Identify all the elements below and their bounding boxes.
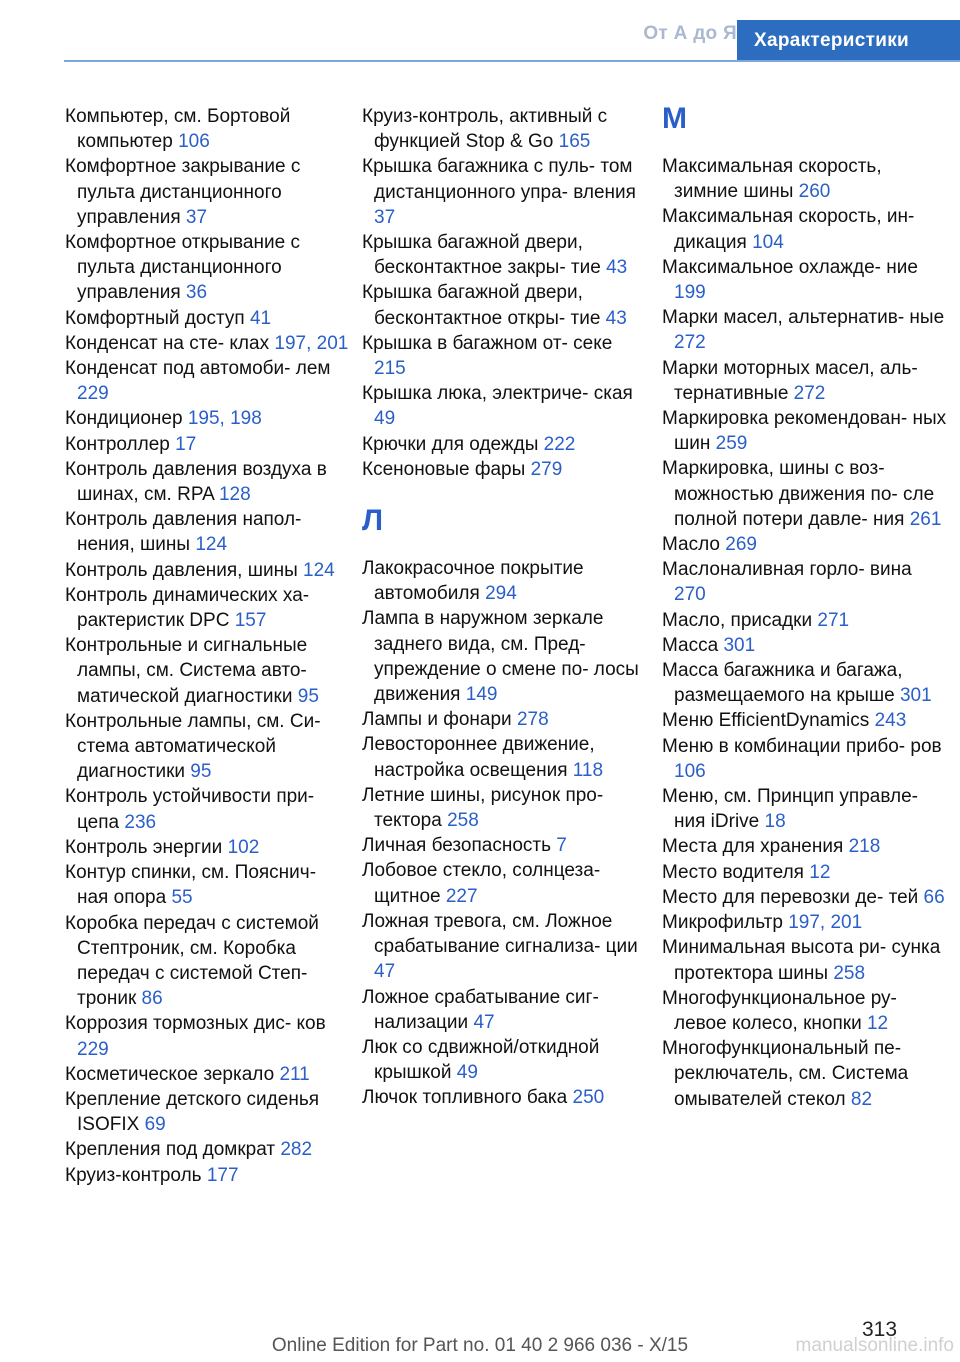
entry-term: Крепление детского сиденья ISOFIX [65, 1088, 320, 1136]
entry-term: Контроль динамических ха- рактеристик DPC [65, 584, 310, 632]
entry-page-link[interactable]: 37 [374, 206, 396, 228]
entry-page-link[interactable]: 165 [558, 131, 591, 153]
entry-page-link[interactable]: 102 [227, 836, 260, 858]
index-entry [662, 255, 947, 305]
index-entry [662, 557, 947, 607]
entry-term: Микрофильтр [662, 912, 783, 934]
index-entry [362, 556, 647, 606]
entry-page-link[interactable]: 272 [793, 382, 826, 404]
entry-term: Крючки для одежды [362, 433, 539, 455]
entry-term: Летние шины, рисунок про- тектора [362, 784, 604, 832]
entry-term: Контрольные лампы, см. Си- стема автоматической диагностики [65, 710, 321, 783]
index-entry [65, 1011, 350, 1061]
entry-page-link[interactable]: 199 [674, 282, 706, 304]
section-letter: М [662, 102, 687, 135]
entry-page-link[interactable]: 211 [279, 1063, 310, 1085]
entry-page-link[interactable]: 270 [674, 584, 706, 606]
index-entry [662, 734, 947, 784]
index-entry [362, 280, 647, 330]
entry-page-link[interactable]: 41 [249, 307, 272, 329]
entry-page-link[interactable]: 258 [447, 810, 479, 832]
entry-page-link[interactable]: 229 [77, 1038, 109, 1060]
index-entry [65, 1137, 350, 1162]
index-entry [65, 1087, 350, 1137]
entry-term: Контроль давления, шины [65, 559, 298, 581]
entry-term: Личная безопасность [362, 835, 552, 857]
index-column-2 [362, 104, 647, 1111]
entry-term: Меню в комбинации прибо- ров [662, 735, 942, 757]
entry-page-link[interactable]: 227 [445, 885, 478, 907]
entry-term: Компьютер, см. Бортовой компьютер [65, 106, 291, 153]
entry-page-link[interactable]: 301 [899, 685, 932, 707]
entry-term: Контур спинки, см. Пояснич- ная опора [65, 862, 317, 909]
entry-term: Марки моторных масел, аль- тернативные [662, 357, 918, 404]
index-entry [65, 154, 350, 230]
entry-term: Комфортное закрывание с пульта дистанционного управления [65, 156, 301, 228]
page-header [0, 0, 960, 62]
entry-term: Марки масел, альтернатив- ные [662, 307, 945, 329]
entry-term: Многофункциональное ру- левое колесо, кнопки [662, 987, 897, 1034]
entry-term: Конденсат на сте- клах [65, 332, 270, 354]
entry-page-link[interactable]: 37 [185, 206, 208, 228]
header-chapter-tab: Характеристики [737, 20, 960, 62]
entry-page-link[interactable]: 301 [723, 634, 756, 656]
entry-term: Меню EfficientDynamics [662, 710, 870, 732]
index-entry [65, 911, 350, 1012]
header-rule [64, 60, 960, 62]
entry-page-link[interactable]: 272 [674, 332, 706, 354]
entry-term: Многофункциональный пе- реключатель, см. Система омывателей стекол [662, 1038, 909, 1110]
entry-term: Комфортный доступ [65, 307, 245, 329]
entry-term: Контроль давления воздуха в шинах, см. RPA [65, 458, 327, 506]
index-entry [662, 305, 947, 355]
entry-page-link[interactable]: 106 [178, 131, 210, 153]
entry-term: Крышка люка, электриче- ская [362, 383, 633, 405]
index-entry [362, 1085, 647, 1110]
entry-page-link[interactable]: 261 [909, 508, 942, 530]
index-entry [362, 457, 647, 482]
entry-page-link[interactable]: 17 [175, 433, 197, 455]
entry-page-link[interactable]: 12 [809, 861, 831, 883]
entry-page-link[interactable]: 128 [218, 484, 251, 506]
index-entry [662, 885, 947, 910]
index-entry [362, 154, 647, 230]
entry-page-link[interactable]: 218 [848, 836, 881, 858]
entry-page-link[interactable]: 118 [572, 759, 604, 781]
entry-term: Ложная тревога, см. Ложное срабатывание сигнализа- ции [362, 910, 638, 958]
entry-page-link[interactable]: 49 [374, 408, 396, 430]
index-entry [65, 331, 350, 356]
index-entry [662, 456, 947, 532]
index-entry [662, 154, 947, 204]
index-entry [362, 1035, 647, 1085]
entry-term: Максимальное охлажде- ние [662, 256, 918, 278]
index-entry [362, 732, 647, 782]
entry-term: Место для перевозки де- тей [662, 886, 919, 908]
index-entry [65, 835, 350, 860]
entry-term: Минимальная высота ри- сунка протектора шины [662, 937, 941, 984]
entry-page-link[interactable]: 55 [171, 887, 193, 909]
index-entry [662, 860, 947, 885]
index-entry [362, 985, 647, 1035]
entry-page-link[interactable]: 69 [144, 1114, 166, 1136]
index-entry [662, 406, 947, 456]
index-entry [362, 381, 647, 431]
index-entry [662, 356, 947, 406]
entry-term: Максимальная скорость, зимние шины [662, 156, 882, 203]
index-entry [65, 406, 350, 431]
entry-term: Лобовое стекло, солнцеза- щитное [362, 860, 601, 907]
index-entry [362, 606, 647, 707]
entry-term: Крышка багажной двери, бесконтактное откры- тие [362, 282, 601, 329]
section-letter: Л [362, 504, 384, 538]
entry-term: Лючок топливного бака [362, 1087, 568, 1109]
entry-page-link[interactable]: 86 [141, 988, 163, 1010]
entry-page-link[interactable]: 250 [572, 1087, 605, 1109]
entry-term: Крепления под домкрат [65, 1139, 276, 1161]
index-entry [662, 784, 947, 834]
entry-page-link[interactable]: 149 [465, 684, 498, 706]
entry-term: Масло [662, 534, 720, 556]
index-entry [662, 935, 947, 985]
entry-page-link[interactable]: 36 [185, 282, 208, 304]
entry-page-link[interactable]: 95 [297, 685, 319, 707]
index-entry [662, 986, 947, 1036]
entry-page-link[interactable]: 195, 198 [187, 408, 262, 430]
entry-term: Конденсат под автомоби- лем [65, 358, 331, 380]
index-entry [65, 558, 350, 583]
entry-term: Круиз-контроль [65, 1164, 202, 1186]
entry-page-link[interactable]: 66 [923, 886, 945, 908]
entry-page-link[interactable]: 278 [516, 709, 549, 731]
entry-page-link[interactable]: 43 [605, 307, 627, 329]
entry-page-link[interactable]: 47 [473, 1011, 495, 1033]
header-section-label: От А до Я [643, 23, 737, 44]
entry-page-link[interactable]: 258 [833, 962, 866, 984]
entry-term: Круиз-контроль, активный с функцией Stop & Go [362, 106, 608, 153]
watermark-logo: manualsonline.info [795, 1335, 954, 1356]
entry-page-link[interactable]: 43 [606, 257, 628, 279]
entry-term: Контроль устойчивости при- цепа [65, 786, 315, 833]
entry-page-link[interactable]: 259 [715, 433, 748, 455]
index-entry [65, 784, 350, 834]
entry-page-link[interactable]: 260 [798, 181, 831, 203]
footer-edition: Online Edition for Part no. 01 40 2 966 036 - X/15 [271, 1335, 689, 1356]
index-entry [662, 1036, 947, 1112]
entry-page-link[interactable]: 243 [874, 710, 907, 732]
entry-page-link[interactable]: 104 [752, 231, 784, 253]
entry-page-link[interactable]: 106 [674, 760, 706, 782]
entry-term: Контроль давления напол- нения, шины [65, 509, 302, 556]
index-entry [65, 1062, 350, 1087]
entry-page-link[interactable]: 47 [374, 961, 396, 983]
index-entry [65, 306, 350, 331]
entry-term: Коробка передач с системой Стептроник, см. Коробка передач с системой Степ- троник [65, 912, 319, 1010]
entry-term: Места для хранения [662, 836, 844, 858]
entry-term: Лампа в наружном зеркале заднего вида, см. Пред- упреждение о смене по- лосы движения [362, 608, 639, 706]
index-entry [662, 708, 947, 733]
entry-page-link[interactable]: 18 [764, 811, 786, 833]
entry-page-link[interactable]: 279 [530, 458, 563, 480]
entry-page-link[interactable]: 95 [190, 761, 212, 783]
entry-page-link[interactable]: 82 [850, 1088, 873, 1110]
entry-term: Масса [662, 634, 719, 656]
index-entry [362, 783, 647, 833]
index-entry [65, 633, 350, 709]
entry-page-link[interactable]: 294 [485, 583, 517, 605]
index-entry [362, 331, 647, 381]
index-entry [662, 608, 947, 633]
entry-page-link[interactable]: 7 [556, 835, 567, 857]
entry-term: Лампы и фонари [362, 709, 512, 731]
entry-term: Лакокрасочное покрытие автомобиля [362, 558, 584, 605]
entry-page-link[interactable]: 177 [206, 1164, 239, 1186]
entry-page-link[interactable]: 215 [374, 358, 406, 380]
index-entry [65, 356, 350, 406]
entry-page-link[interactable]: 222 [543, 433, 576, 455]
entry-term: Масса багажника и багажа, размещаемого на крыше [662, 660, 903, 707]
entry-term: Коррозия тормозных дис- ков [65, 1013, 326, 1035]
index-entry [662, 658, 947, 708]
entry-term: Левостороннее движение, настройка освещения [362, 734, 595, 781]
entry-term: Крышка багажника с пуль- том дистанционного упра- вления [362, 156, 636, 203]
entry-page-link[interactable]: 197, 201 [788, 912, 863, 934]
entry-page-link[interactable]: 269 [725, 534, 757, 556]
index-entry [362, 230, 647, 280]
entry-term: Контроль энергии [65, 836, 223, 858]
entry-term: Место водителя [662, 861, 804, 883]
entry-term: Маслоналивная горло- вина [662, 559, 912, 581]
entry-term: Максимальная скорость, ин- дикация [662, 206, 915, 253]
entry-page-link[interactable]: 197, 201 [274, 332, 349, 354]
entry-term: Косметическое зеркало [65, 1063, 275, 1085]
index-entry [362, 833, 647, 858]
index-entry [65, 457, 350, 507]
index-entry [65, 860, 350, 910]
entry-page-link[interactable]: 236 [124, 811, 157, 833]
index-entry [362, 432, 647, 457]
index-entry [662, 834, 947, 859]
entry-term: Кондиционер [65, 408, 183, 430]
index-column-3 [662, 104, 947, 1112]
index-entry [662, 532, 947, 557]
entry-term: Контроллер [65, 433, 170, 455]
index-entry [65, 507, 350, 557]
entry-term: Крышка в багажном от- секе [362, 332, 613, 354]
index-entry [362, 707, 647, 732]
entry-term: Меню, см. Принцип управле- ния iDrive [662, 786, 918, 833]
page-number: 313 [862, 1318, 898, 1341]
entry-page-link[interactable]: 157 [234, 610, 267, 632]
entry-page-link[interactable]: 282 [280, 1139, 313, 1161]
entry-term: Ложное срабатывание сиг- нализации [362, 986, 599, 1033]
entry-page-link[interactable]: 49 [456, 1062, 478, 1084]
index-entry [65, 230, 350, 306]
index-entry [662, 633, 947, 658]
index-column-1 [65, 104, 350, 1188]
index-entry [662, 204, 947, 254]
entry-page-link[interactable]: 124 [195, 534, 228, 556]
entry-page-link[interactable]: 12 [866, 1012, 889, 1034]
entry-term: Люк со сдвижной/откидной крышкой [362, 1036, 600, 1084]
entry-term: Маркировка, шины с воз- можностью движения по- сле полной потери давле- ния [662, 458, 935, 530]
entry-term: Контрольные и сигнальные лампы, см. Система авто- матической диагностики [65, 635, 308, 707]
entry-term: Комфортное открывание с пульта дистанционного управления [65, 232, 300, 304]
entry-term: Маркировка рекомендован- ных шин [662, 408, 947, 455]
entry-term: Масло, присадки [662, 609, 813, 631]
index-entry [362, 909, 647, 985]
index-entry [65, 104, 350, 154]
index-entry [362, 858, 647, 908]
index-entry [65, 583, 350, 633]
entry-page-link[interactable]: 124 [303, 559, 335, 581]
entry-page-link[interactable]: 271 [817, 609, 850, 631]
entry-term: Ксеноновые фары [362, 458, 526, 480]
entry-term: Крышка багажной двери, бесконтактное закры- тие [362, 232, 601, 279]
index-entry [65, 432, 350, 457]
index-entry [662, 910, 947, 935]
index-entry [362, 104, 647, 154]
index-entry [65, 709, 350, 785]
index-entry [65, 1163, 350, 1188]
entry-page-link[interactable]: 229 [77, 383, 109, 405]
